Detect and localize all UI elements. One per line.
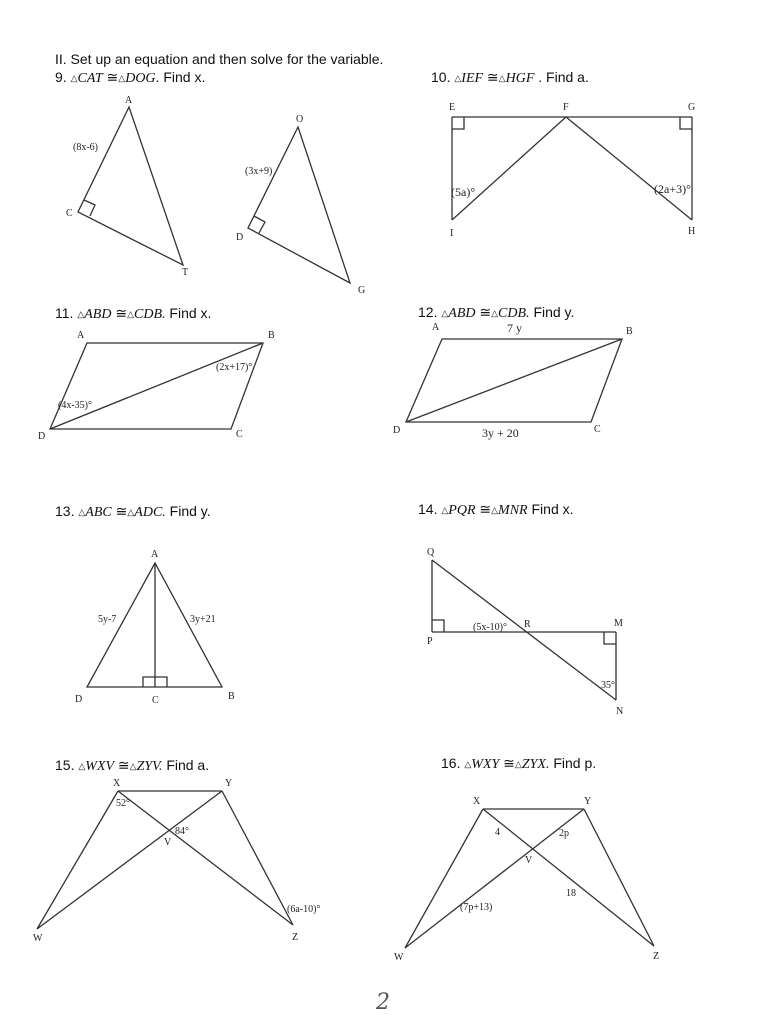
right-angle-m: [604, 632, 616, 644]
point-b: B: [228, 691, 235, 702]
point-t: T: [182, 267, 189, 278]
point-w: W: [33, 933, 43, 944]
figure-14: [427, 547, 623, 717]
label-6a10: (6a-10)°: [287, 904, 321, 915]
label-84: 84°: [175, 826, 189, 837]
problem-9-heading: 9. △CAT ≅△DOG. Find x.: [55, 69, 206, 86]
label-2p: 2p: [559, 828, 569, 839]
point-d: D: [393, 425, 401, 436]
point-a: A: [151, 549, 159, 560]
point-m: M: [614, 618, 623, 629]
label-5a: (5a)°: [451, 185, 476, 199]
point-a: A: [432, 322, 440, 333]
triangle-dog: [248, 127, 350, 283]
figure-13: [75, 549, 235, 706]
point-v: V: [164, 837, 172, 848]
point-g: G: [688, 102, 696, 113]
point-v: V: [525, 855, 533, 866]
worksheet-header: II. Set up an equation and then solve for the variable.: [55, 51, 384, 67]
point-c: C: [66, 208, 73, 219]
label-4: 4: [495, 827, 500, 838]
point-c: C: [594, 424, 601, 435]
right-angle-c: [84, 200, 95, 216]
point-b: B: [626, 326, 633, 337]
figure-11: [38, 330, 275, 442]
point-r: R: [524, 619, 531, 630]
point-f: F: [563, 102, 569, 113]
point-y: Y: [584, 796, 592, 807]
point-d: D: [236, 232, 244, 243]
problem-15-heading: 15. △WXV ≅△ZYV. Find a.: [55, 757, 210, 774]
label-35: 35°: [601, 680, 615, 691]
point-d: D: [38, 431, 46, 442]
label-do: (3x+9): [245, 166, 273, 177]
right-angle-p: [432, 620, 444, 632]
problem-11-heading: 11. △ABD ≅△CDB. Find x.: [55, 305, 212, 322]
figure-10: [449, 102, 695, 239]
label-18: 18: [566, 888, 576, 899]
right-angle-g: [680, 117, 692, 129]
triangle-cat: [78, 107, 183, 265]
label-5x10: (5x-10)°: [473, 622, 507, 633]
point-o: O: [296, 114, 304, 125]
point-i: I: [450, 228, 454, 239]
point-w: W: [394, 952, 404, 963]
label-3y20: 3y + 20: [482, 426, 519, 440]
label-4x35: (4x-35)°: [58, 400, 92, 411]
point-a: A: [125, 95, 133, 106]
figure-12: [393, 321, 633, 440]
point-x: X: [473, 796, 481, 807]
right-angle-e: [452, 117, 464, 129]
right-angle-d: [254, 216, 265, 233]
point-q: Q: [427, 547, 435, 558]
figure-15: [33, 778, 320, 944]
label-3y21: 3y+21: [190, 614, 216, 625]
label-2a3: (2a+3)°: [654, 182, 691, 196]
label-ca: (8x-6): [73, 142, 98, 153]
point-z: Z: [292, 932, 299, 943]
problem-13-heading: 13. △ABC ≅△ADC. Find y.: [55, 503, 211, 520]
point-b: B: [268, 330, 275, 341]
label-5y7: 5y-7: [98, 614, 117, 625]
diagonal-db-12: [406, 339, 622, 422]
label-7p13: (7p+13): [460, 902, 493, 913]
point-y: Y: [225, 778, 233, 789]
point-h: H: [688, 226, 696, 237]
problem-16-heading: 16. △WXY ≅△ZYX. Find p.: [441, 755, 597, 772]
point-d: D: [75, 694, 83, 705]
point-z: Z: [653, 951, 660, 962]
point-c: C: [152, 695, 159, 706]
point-e: E: [449, 102, 456, 113]
point-c: C: [236, 429, 243, 440]
handwritten-page-number: 2: [376, 990, 390, 1015]
problem-12-heading: 12. △ABD ≅△CDB. Find y.: [418, 304, 575, 321]
point-p: P: [427, 636, 433, 647]
point-a: A: [77, 330, 85, 341]
figure-9: [66, 95, 365, 296]
figure-16: [394, 796, 659, 963]
label-2x17: (2x+17)°: [216, 362, 253, 373]
point-x: X: [113, 778, 121, 789]
problem-14-heading: 14. △PQR ≅△MNR Find x.: [418, 501, 574, 518]
point-g: G: [358, 285, 366, 296]
problem-10-heading: 10. △IEF ≅△HGF . Find a.: [431, 69, 589, 86]
label-7y: 7 y: [507, 321, 522, 335]
label-52: 52°: [116, 798, 130, 809]
point-n: N: [616, 706, 624, 717]
